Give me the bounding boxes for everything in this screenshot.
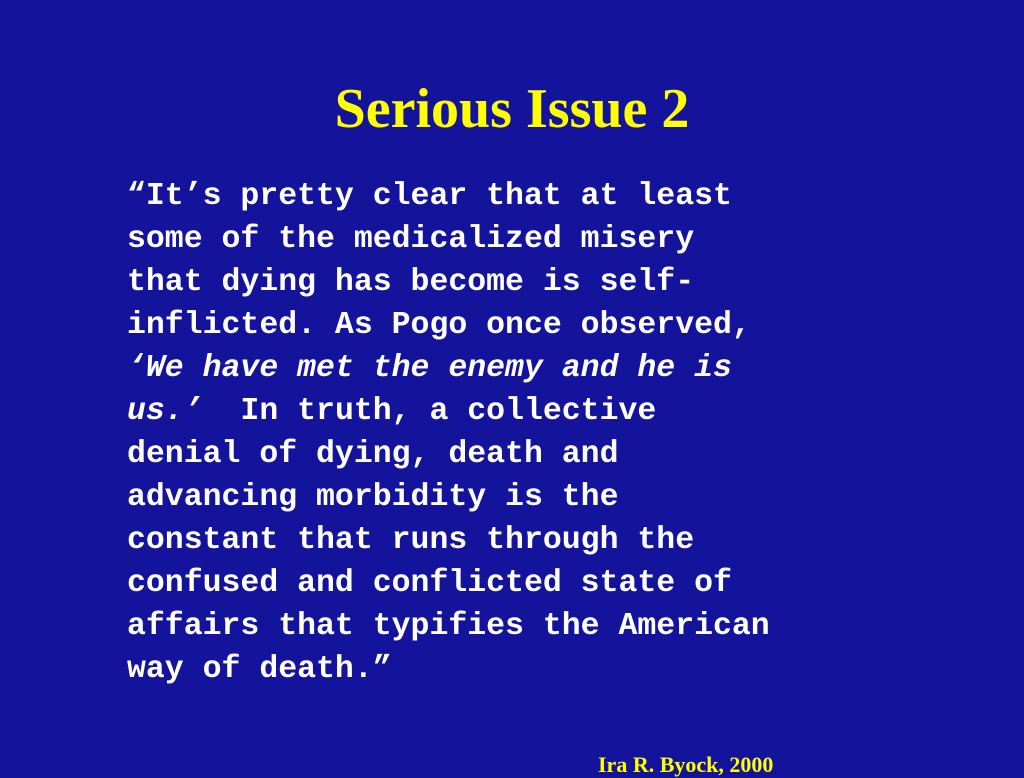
quote-line: denial of dying, death and (127, 437, 619, 472)
pogo-quote-line: ‘We have met the enemy and he is (127, 351, 732, 386)
quote-line: “It’s pretty clear that at least (127, 179, 732, 214)
quote-attribution: Ira R. Byock, 2000 (598, 752, 774, 777)
quote-line-mixed (127, 390, 987, 433)
slide-title: Serious Issue 2 (334, 78, 690, 140)
quote-line: affairs that typifies the American (127, 609, 770, 644)
pogo-quote-end: us.’ (127, 394, 203, 429)
quote-line: advancing morbidity is the (127, 480, 619, 515)
quote-line: way of death.” (127, 652, 392, 687)
quote-line: that dying has become is self- (127, 265, 695, 300)
quote-line: constant that runs through the (127, 523, 695, 558)
quote-line: inflicted. As Pogo once observed, (127, 308, 751, 343)
quote-block (127, 175, 987, 691)
quote-line-continuation: In truth, a collective (202, 394, 657, 429)
quote-line: confused and conflicted state of (127, 566, 732, 601)
quote-line: some of the medicalized misery (127, 222, 695, 257)
